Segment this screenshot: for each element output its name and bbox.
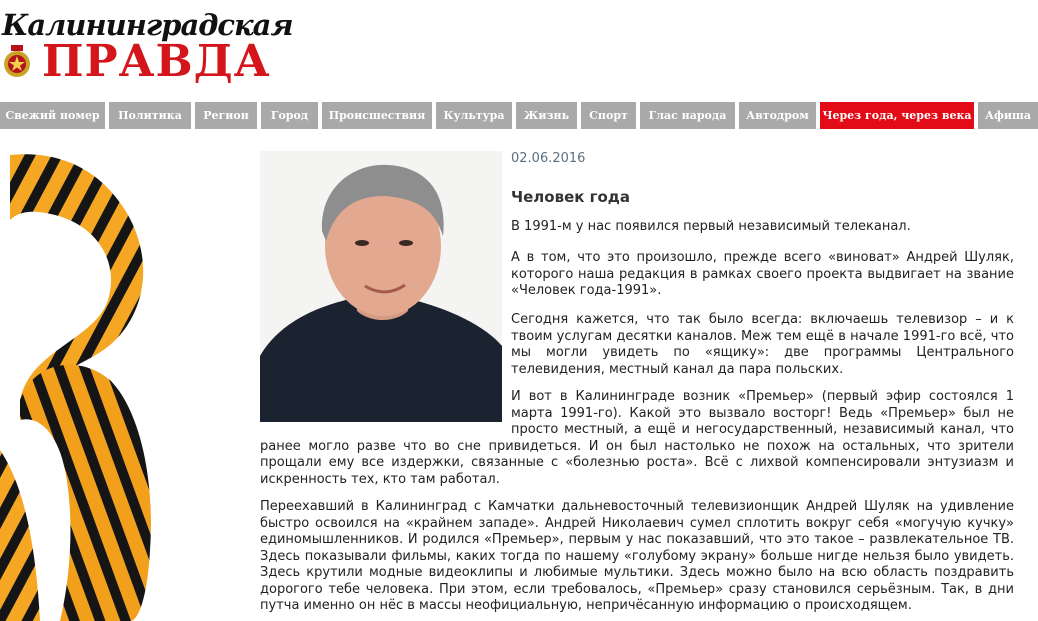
nav-item-incidents[interactable]: Происшествия (322, 102, 432, 129)
logo-title-main: ПРАВДА (42, 36, 271, 87)
nav-item-afisha[interactable]: Афиша (978, 102, 1038, 129)
article-paragraph: А в том, что это произошло, прежде всего «виноват» Андрей Шуляк, которого наша редакция в рамках своего проекта выдвигает на звание «Человек года-1991». (511, 250, 1014, 298)
nav-item-life[interactable]: Жизнь (516, 102, 577, 129)
photo-wrap-spacer (260, 389, 511, 438)
site-logo[interactable] (0, 6, 293, 92)
article-date: 02.06.2016 (511, 151, 586, 166)
nav-item-voice-of-people[interactable]: Глас народа (640, 102, 735, 129)
nav-item-culture[interactable]: Культура (436, 102, 512, 129)
article-title: Человек года (511, 188, 631, 206)
article-paragraph-text: И вот в Калининграде возник «Премьер» (первый эфир состоялся 1 марта 1991-го). Какой это вызвало восторг! Ведь «Премьер» был не просто местный, а ещё и негосударственный, независимый канал, что ранее могло разве что во сне привидеться. И он был настолько не похож на остальных, что зрители прощали ему все издержки, связанные с «болезнью роста». Всё с лихвой компенсировали энтузиазм и искренность тех, кто там работал. (260, 389, 1014, 487)
nav-item-through-years[interactable]: Через года, через века (820, 102, 974, 129)
article-paragraph-wrapped (260, 389, 1014, 488)
portrait-photo (260, 151, 502, 422)
nav-item-sport[interactable]: Спорт (581, 102, 636, 129)
nav-item-region[interactable]: Регион (195, 102, 257, 129)
nav-item-politics[interactable]: Политика (109, 102, 191, 129)
article-paragraph: В 1991-м у нас появился первый независимый телеканал. (511, 219, 911, 234)
main-nav (0, 102, 1031, 129)
nav-item-autodrome[interactable]: Автодром (739, 102, 816, 129)
st-george-ribbon-image (0, 150, 160, 621)
logo-title-top: Калининградская (2, 8, 293, 42)
article-paragraph: Переехавший в Калининград с Камчатки дальневосточный телевизионщик Андрей Шуляк на удивление быстро освоился на «крайнем западе». Андрей Николаевич сумел сплотить вокруг себя «могучую кучку» единомышленников. И родился «Премьер», первым у нас показавший, что это такое – развлекательное ТВ. Здесь показывали фильмы, каких тогда по нашему «голубому экрану» больше нигде нельзя было увидеть. Здесь крутили модные видеоклипы и любимые мультики. Здесь можно было на всю область поздравить дорогого тебе человека. При этом, если требовалось, «Премьер» сразу становился серьёзным. Так, в дни путча именно он нёс в массы неофициальную, непричёсанную информацию о происходящем. (260, 499, 1014, 613)
article-paragraph: Сегодня кажется, что так было всегда: включаешь телевизор – и к твоим услугам десятки каналов. Меж тем ещё в начале 1991-го всё, что мы могли увидеть по «ящику»: две программы Центрального телевидения, местный канал да пара польских. (511, 312, 1014, 377)
nav-item-city[interactable]: Город (261, 102, 318, 129)
nav-item-fresh-issue[interactable]: Свежий номер (0, 102, 105, 129)
order-emblem-icon (2, 44, 32, 82)
